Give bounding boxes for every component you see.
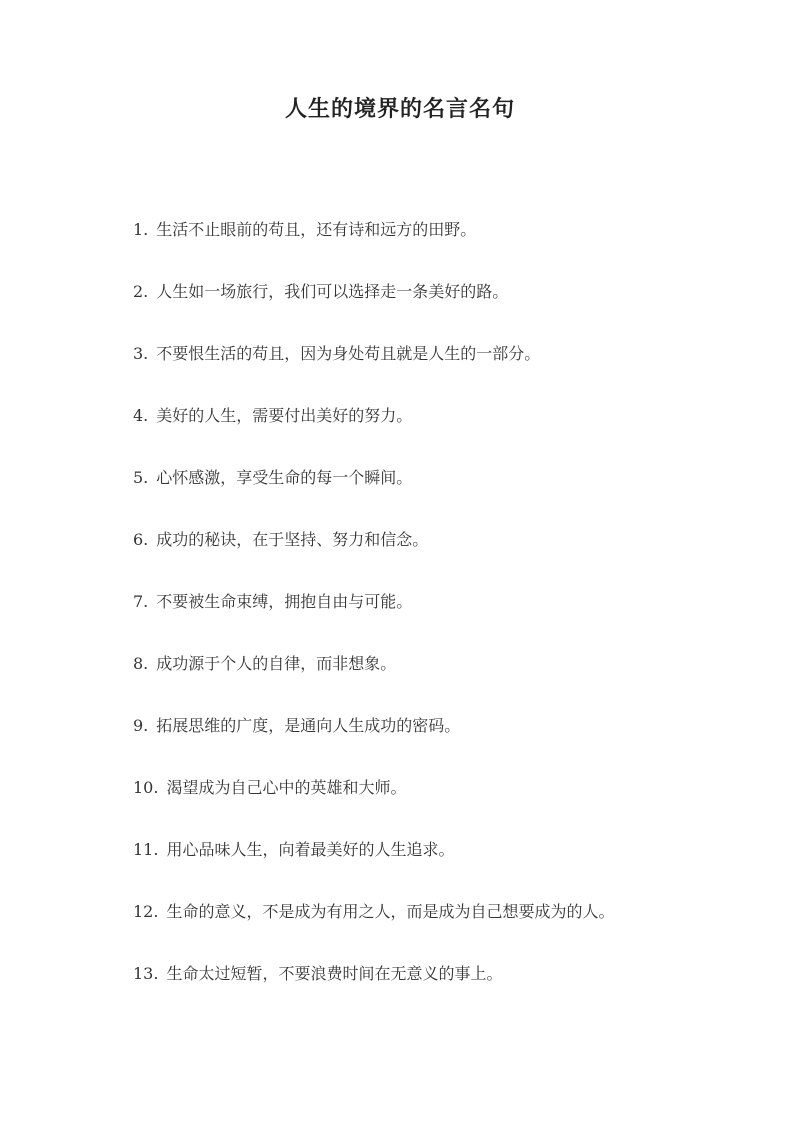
quote-number: 6.	[133, 530, 149, 549]
quote-number: 3.	[133, 344, 149, 363]
quote-text: 用心品味人生，向着最美好的人生追求。	[166, 840, 455, 859]
quote-text: 拓展思维的广度，是通向人生成功的密码。	[156, 716, 461, 735]
quote-list	[133, 216, 773, 1022]
quote-number: 7.	[133, 592, 149, 611]
quote-text: 成功源于个人的自律，而非想象。	[156, 654, 397, 673]
quote-text: 成功的秘诀，在于坚持、努力和信念。	[156, 530, 429, 549]
quote-number: 2.	[133, 282, 149, 301]
quote-text: 不要被生命束缚，拥抱自由与可能。	[156, 592, 413, 611]
list-item	[133, 898, 773, 960]
quote-text: 渴望成为自己心中的英雄和大师。	[166, 778, 407, 797]
list-item	[133, 836, 773, 898]
list-item	[133, 650, 773, 712]
quote-number: 8.	[133, 654, 149, 673]
quote-text: 美好的人生，需要付出美好的努力。	[156, 406, 413, 425]
quote-number: 9.	[133, 716, 149, 735]
list-item	[133, 464, 773, 526]
quote-text: 生命太过短暂，不要浪费时间在无意义的事上。	[166, 964, 503, 983]
quote-text: 心怀感激，享受生命的每一个瞬间。	[156, 468, 413, 487]
quote-number: 10.	[133, 778, 159, 797]
quote-number: 13.	[133, 964, 159, 983]
list-item	[133, 588, 773, 650]
quote-number: 5.	[133, 468, 149, 487]
page-title: 人生的境界的名言名句	[284, 96, 515, 122]
quote-number: 1.	[133, 220, 149, 239]
list-item	[133, 774, 773, 836]
list-item	[133, 340, 773, 402]
list-item	[133, 278, 773, 340]
list-item	[133, 712, 773, 774]
quote-number: 4.	[133, 406, 149, 425]
list-item	[133, 402, 773, 464]
quote-number: 11.	[133, 840, 159, 859]
list-item	[133, 216, 773, 278]
quote-text: 人生如一场旅行，我们可以选择走一条美好的路。	[156, 282, 509, 301]
quote-text: 生命的意义，不是成为有用之人，而是成为自己想要成为的人。	[166, 902, 615, 921]
list-item	[133, 526, 773, 588]
quote-number: 12.	[133, 902, 159, 921]
quote-text: 生活不止眼前的苟且，还有诗和远方的田野。	[156, 220, 477, 239]
list-item	[133, 960, 773, 1022]
quote-text: 不要恨生活的苟且，因为身处苟且就是人生的一部分。	[156, 344, 541, 363]
